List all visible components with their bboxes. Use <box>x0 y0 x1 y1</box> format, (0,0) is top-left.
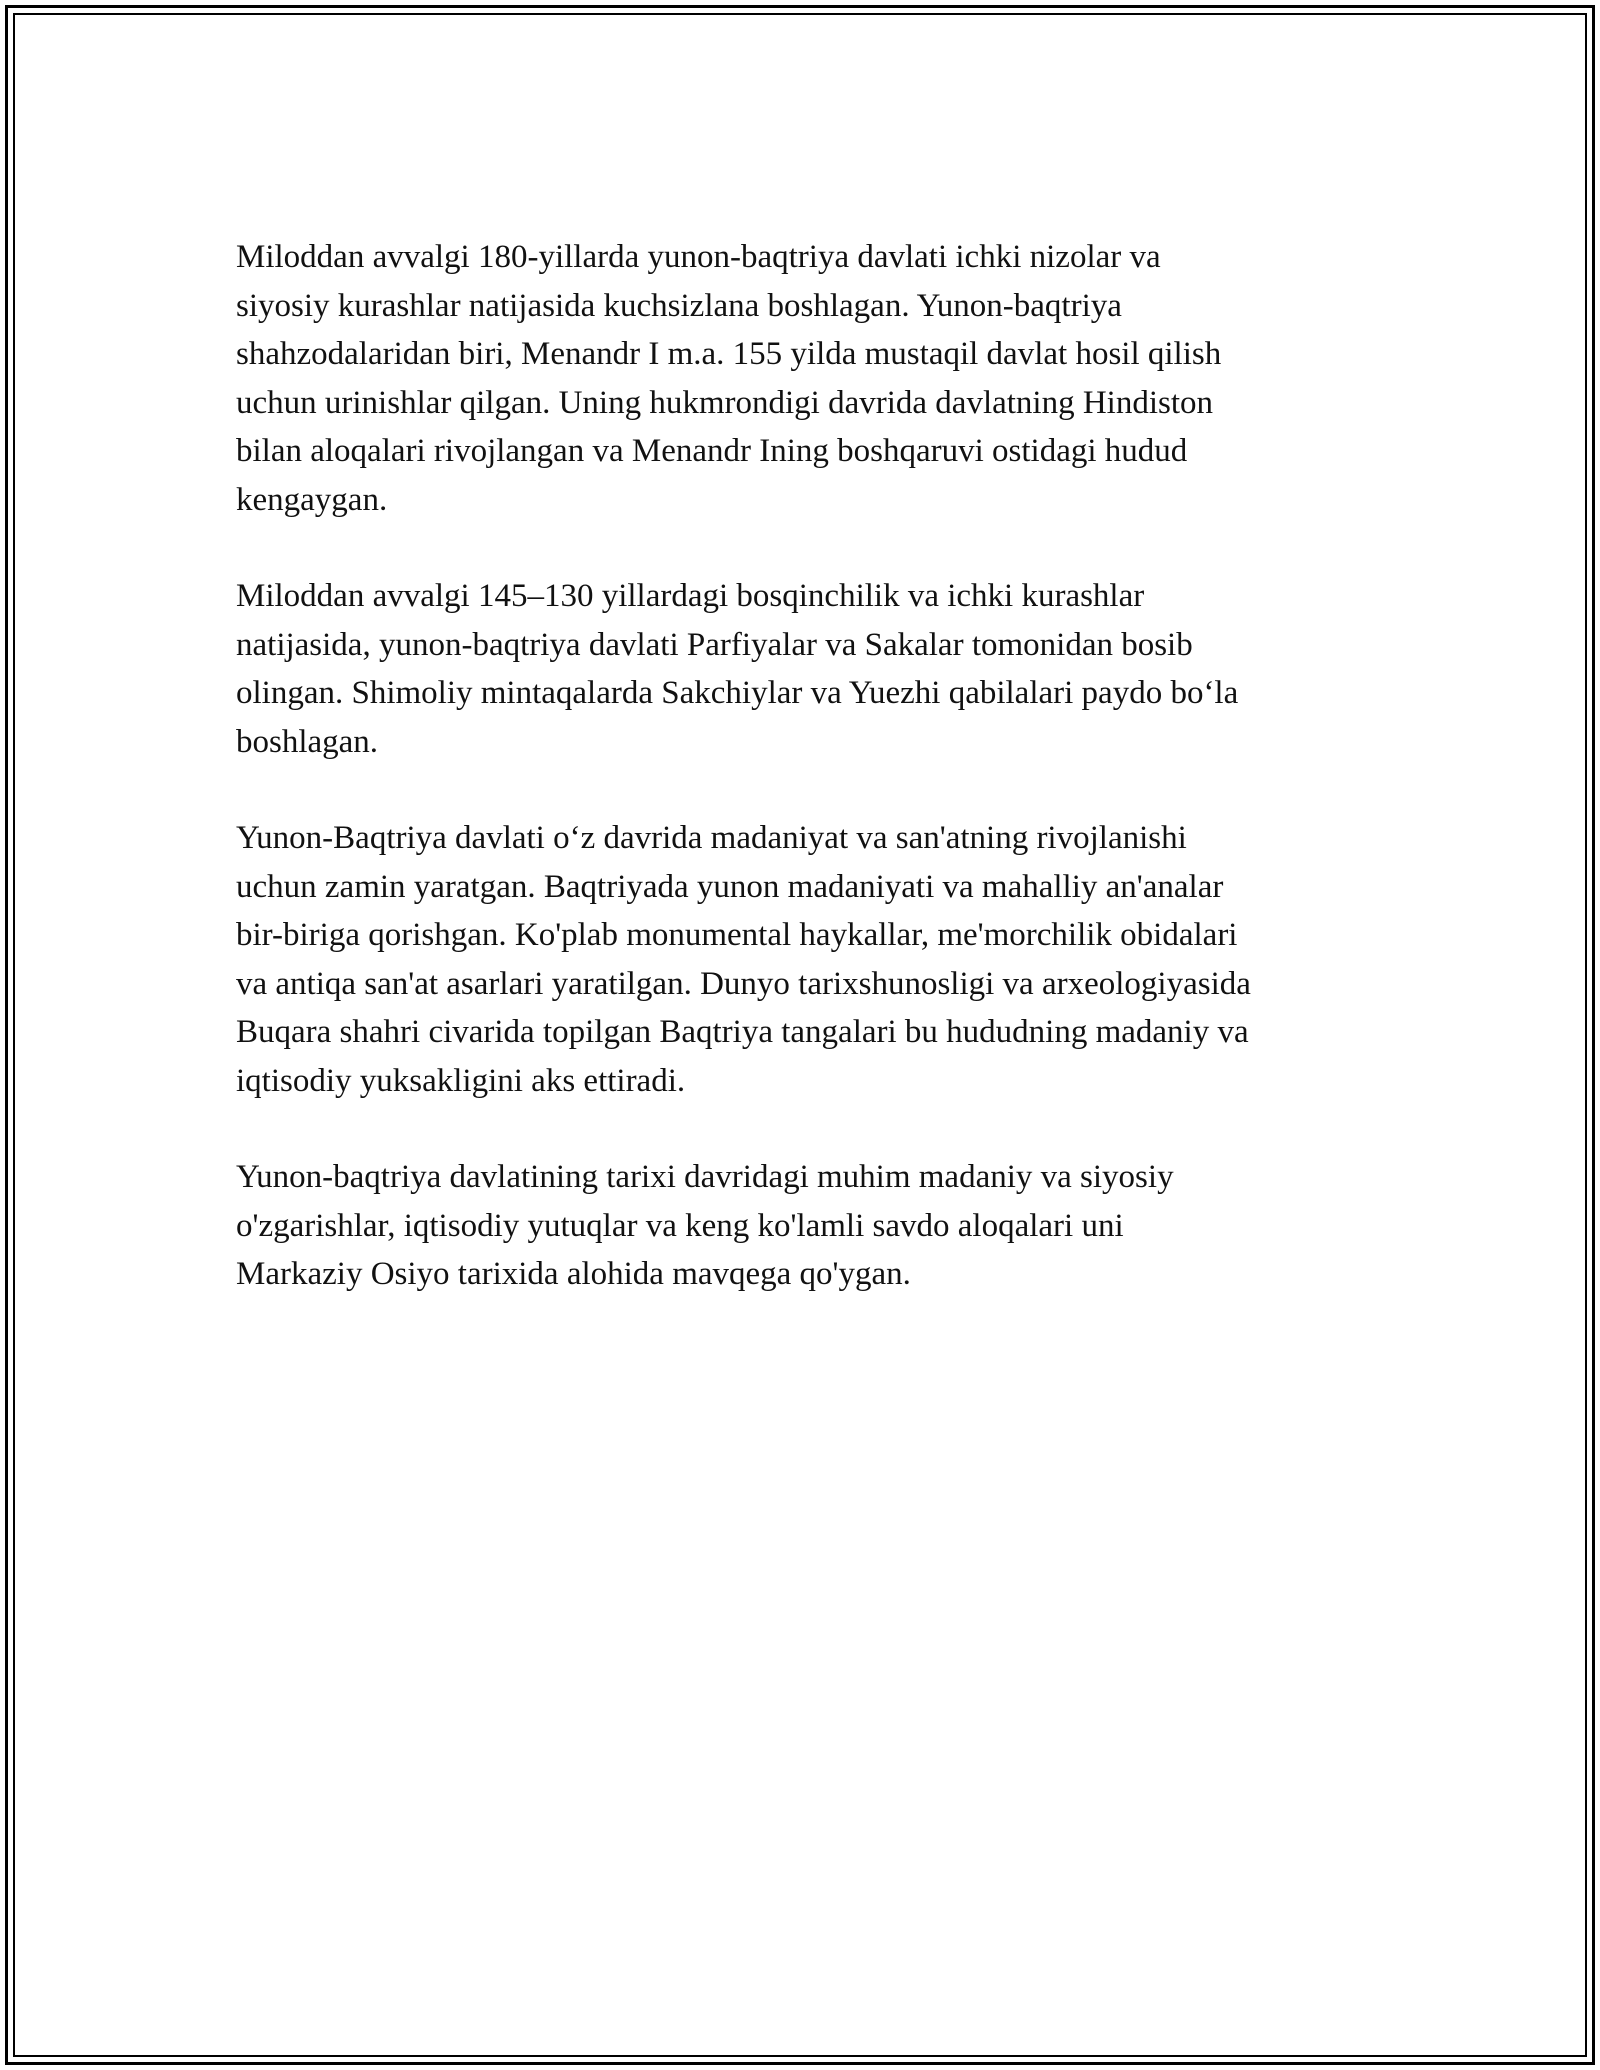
document-body <box>236 233 1376 1347</box>
paragraph-4: Yunon-baqtriya davlatining tarixi davridagi muhim madaniy va siyosiy o'zgarishlar, iqtisodiy yutuqlar va keng ko'lamli savdo aloqalari uni Markaziy Osiyo tarixida alohida mavqega qo'ygan. <box>236 1159 1174 1292</box>
paragraph-1: Miloddan avvalgi 180-yillarda yunon-baqtriya davlati ichki nizolar va siyosiy kurashlar natijasida kuchsizlana boshlagan. Yunon-baqtriya shahzodalaridan biri, Menandr I m.a. 155 yilda mustaqil davlat hosil qilish uchun urinishlar qilgan. Uning hukmrondigi davrida davlatning Hindiston bilan aloqalari rivojlangan va Menandr Ining boshqaruvi ostidagi hudud kengaygan. <box>236 239 1222 518</box>
paragraph-3: Yunon-Baqtriya davlati oʻz davrida madaniyat va san'atning rivojlanishi uchun zamin yaratgan. Baqtriyada yunon madaniyati va mahalliy an'analar bir-biriga qorishgan. Ko'plab monumental haykallar, me'morchilik obidalari va antiqa san'at asarlari yaratilgan. Dunyo tarixshunosligi va arxeologiyasida Buqara shahri civarida topilgan Baqtriya tangalari bu hududning madaniy va iqtisodiy yuksakligini aks ettiradi. <box>236 820 1251 1099</box>
paragraph-2: Miloddan avvalgi 145–130 yillardagi bosqinchilik va ichki kurashlar natijasida, yunon-baqtriya davlati Parfiyalar va Sakalar tomonidan bosib olingan. Shimoliy mintaqalarda Sakchiylar va Yuezhi qabilalari paydo boʻla boshlagan. <box>236 578 1239 760</box>
